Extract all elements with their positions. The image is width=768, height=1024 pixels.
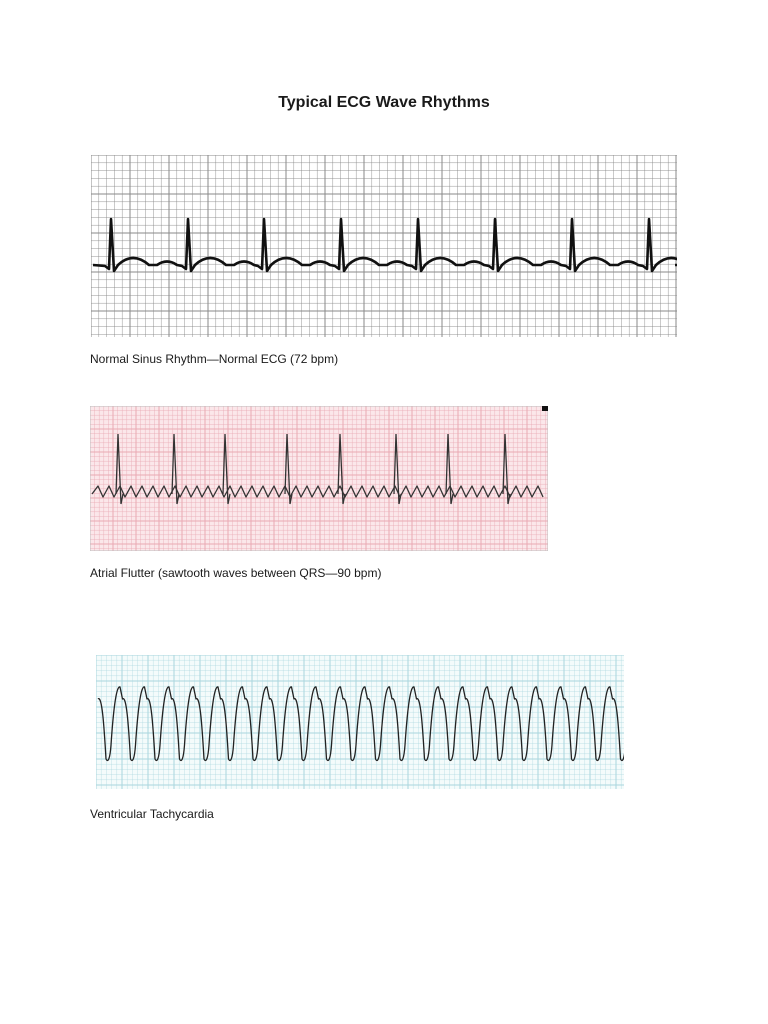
caption-normal-sinus: Normal Sinus Rhythm—Normal ECG (72 bpm) <box>90 352 339 366</box>
caption-atrial-flutter: Atrial Flutter (sawtooth waves between QRS—90 bpm) <box>90 566 382 580</box>
ecg-strip-normal-sinus <box>91 155 677 337</box>
caption-ventricular-tachycardia: Ventricular Tachycardia <box>90 807 214 821</box>
ecg-strip-atrial-flutter <box>90 406 548 551</box>
ecg-paper <box>91 155 677 337</box>
ecg-strip-ventricular-tachycardia <box>96 655 624 789</box>
page-title: Typical ECG Wave Rhythms <box>278 94 490 111</box>
